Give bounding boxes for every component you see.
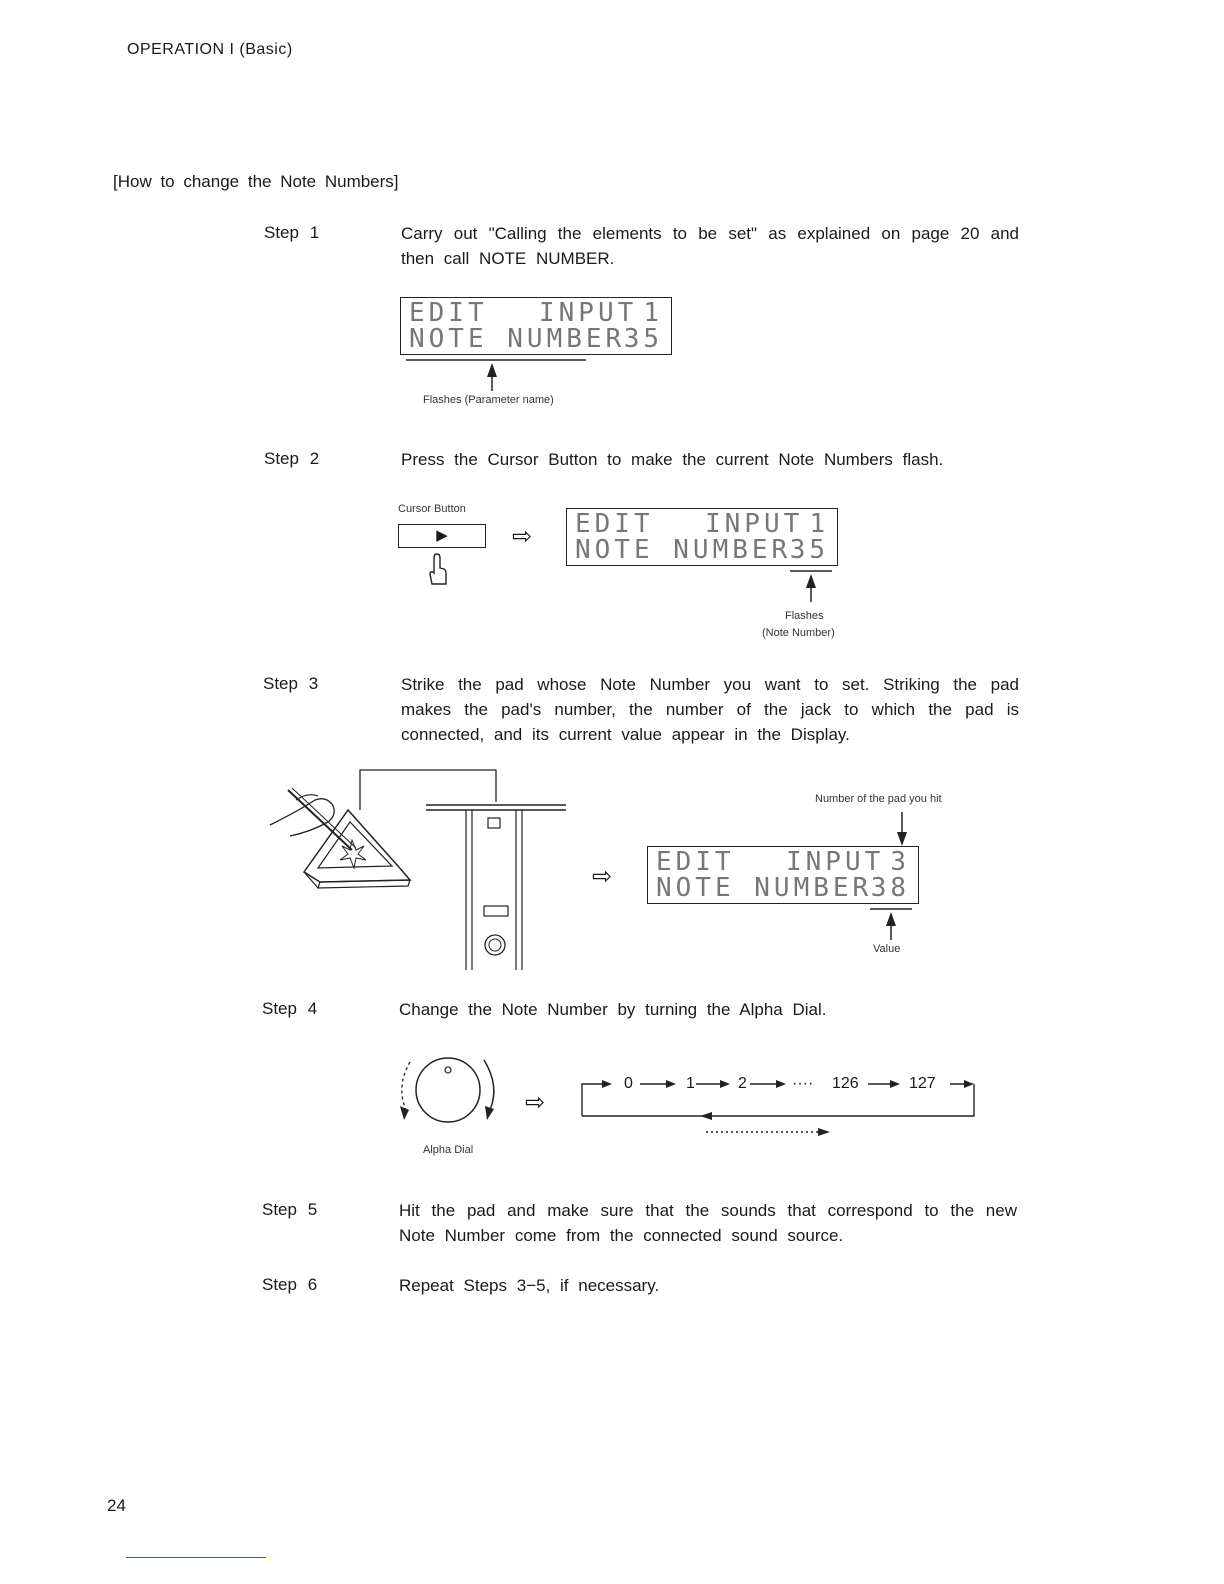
lcd-display-1 (400, 297, 672, 355)
lcd2-line1-right: 1 (809, 509, 829, 539)
lcd1-line1-mid: INPUT (539, 298, 638, 328)
display2-caption-2: (Note Number) (762, 627, 835, 639)
lcd-display-2 (566, 508, 838, 566)
step-4-text: Change the Note Number by turning the Alpha Dial. (399, 1000, 827, 1019)
display1-caption: Flashes (Parameter name) (423, 394, 554, 406)
lcd1-line2-left: NOTE NUMBER (409, 324, 626, 354)
step-6-text: Repeat Steps 3−5, if necessary. (399, 1276, 660, 1295)
lcd3-line1-left: EDIT (656, 847, 735, 877)
step-3-label: Step 3 (263, 674, 319, 693)
step-4-label: Step 4 (262, 999, 318, 1018)
display3-top-caption: Number of the pad you hit (815, 793, 942, 805)
lcd3-line1-right: 3 (890, 847, 910, 877)
sequence-value-126: 126 (832, 1075, 859, 1092)
lcd3-line1-mid: INPUT (786, 847, 885, 877)
arrow-icon-4: ⇨ (525, 1089, 546, 1116)
step-1-text: Carry out "Calling the elements to be set" as explained on page 20 and then call NOTE NUMBER. (401, 224, 1019, 268)
value-pointer (870, 904, 920, 944)
step-2-label: Step 2 (264, 449, 320, 468)
arrow-icon-2: ⇨ (512, 523, 533, 550)
display2-caption-1: Flashes (785, 610, 824, 622)
page-header: OPERATION I (Basic) (127, 41, 293, 58)
lcd1-line1-right: 1 (643, 298, 663, 328)
step-1-label: Step 1 (264, 223, 320, 242)
finger-press-icon (428, 554, 448, 588)
lcd1-line1-left: EDIT (409, 298, 488, 328)
step-5-text: Hit the pad and make sure that the sounds that correspond to the new Note Number come from the connected sound source. (399, 1201, 1017, 1245)
page-number: 24 (107, 1496, 126, 1515)
step-6-label: Step 6 (262, 1275, 318, 1294)
lcd1-line2-right: 35 (623, 324, 663, 354)
sequence-value-0: 0 (624, 1075, 633, 1092)
step-3-text: Strike the pad whose Note Number you want to set. Striking the pad makes the pad's number, the number of the jack to which the pad is connected, and its current value appear in the Display. (401, 675, 1019, 744)
display3-bottom-caption: Value (873, 943, 901, 955)
arrow-icon-3: ⇨ (592, 863, 613, 890)
lcd2-line1-left: EDIT (575, 509, 654, 539)
sequence-value-2: 2 (738, 1075, 747, 1092)
footer-rule (126, 1557, 266, 1558)
cursor-button-label: Cursor Button (398, 503, 466, 515)
flash-indicator-2 (790, 566, 840, 606)
sequence-value-127: 127 (909, 1075, 936, 1092)
cursor-button-icon: ▶ (398, 524, 486, 548)
lcd2-line2-left: NOTE NUMBER (575, 535, 792, 565)
lcd2-line2-right: 35 (789, 535, 829, 565)
pad-number-pointer (895, 812, 915, 848)
section-title: [How to change the Note Numbers] (113, 172, 399, 191)
step-2-text: Press the Cursor Button to make the current Note Numbers flash. (401, 450, 944, 469)
lcd2-line1-mid: INPUT (705, 509, 804, 539)
lcd3-line2-left: NOTE NUMBER (656, 873, 873, 903)
flash-indicator-1 (400, 355, 600, 395)
sequence-value-1: 1 (686, 1075, 695, 1092)
step-5-label: Step 5 (262, 1200, 318, 1219)
lcd-display-3 (647, 846, 919, 904)
drum-pad-icon (260, 770, 580, 975)
alpha-dial-icon (392, 1052, 512, 1132)
sequence-ellipsis: ···· (792, 1075, 814, 1092)
lcd3-line2-right: 38 (870, 873, 910, 903)
alpha-dial-label: Alpha Dial (423, 1144, 474, 1156)
